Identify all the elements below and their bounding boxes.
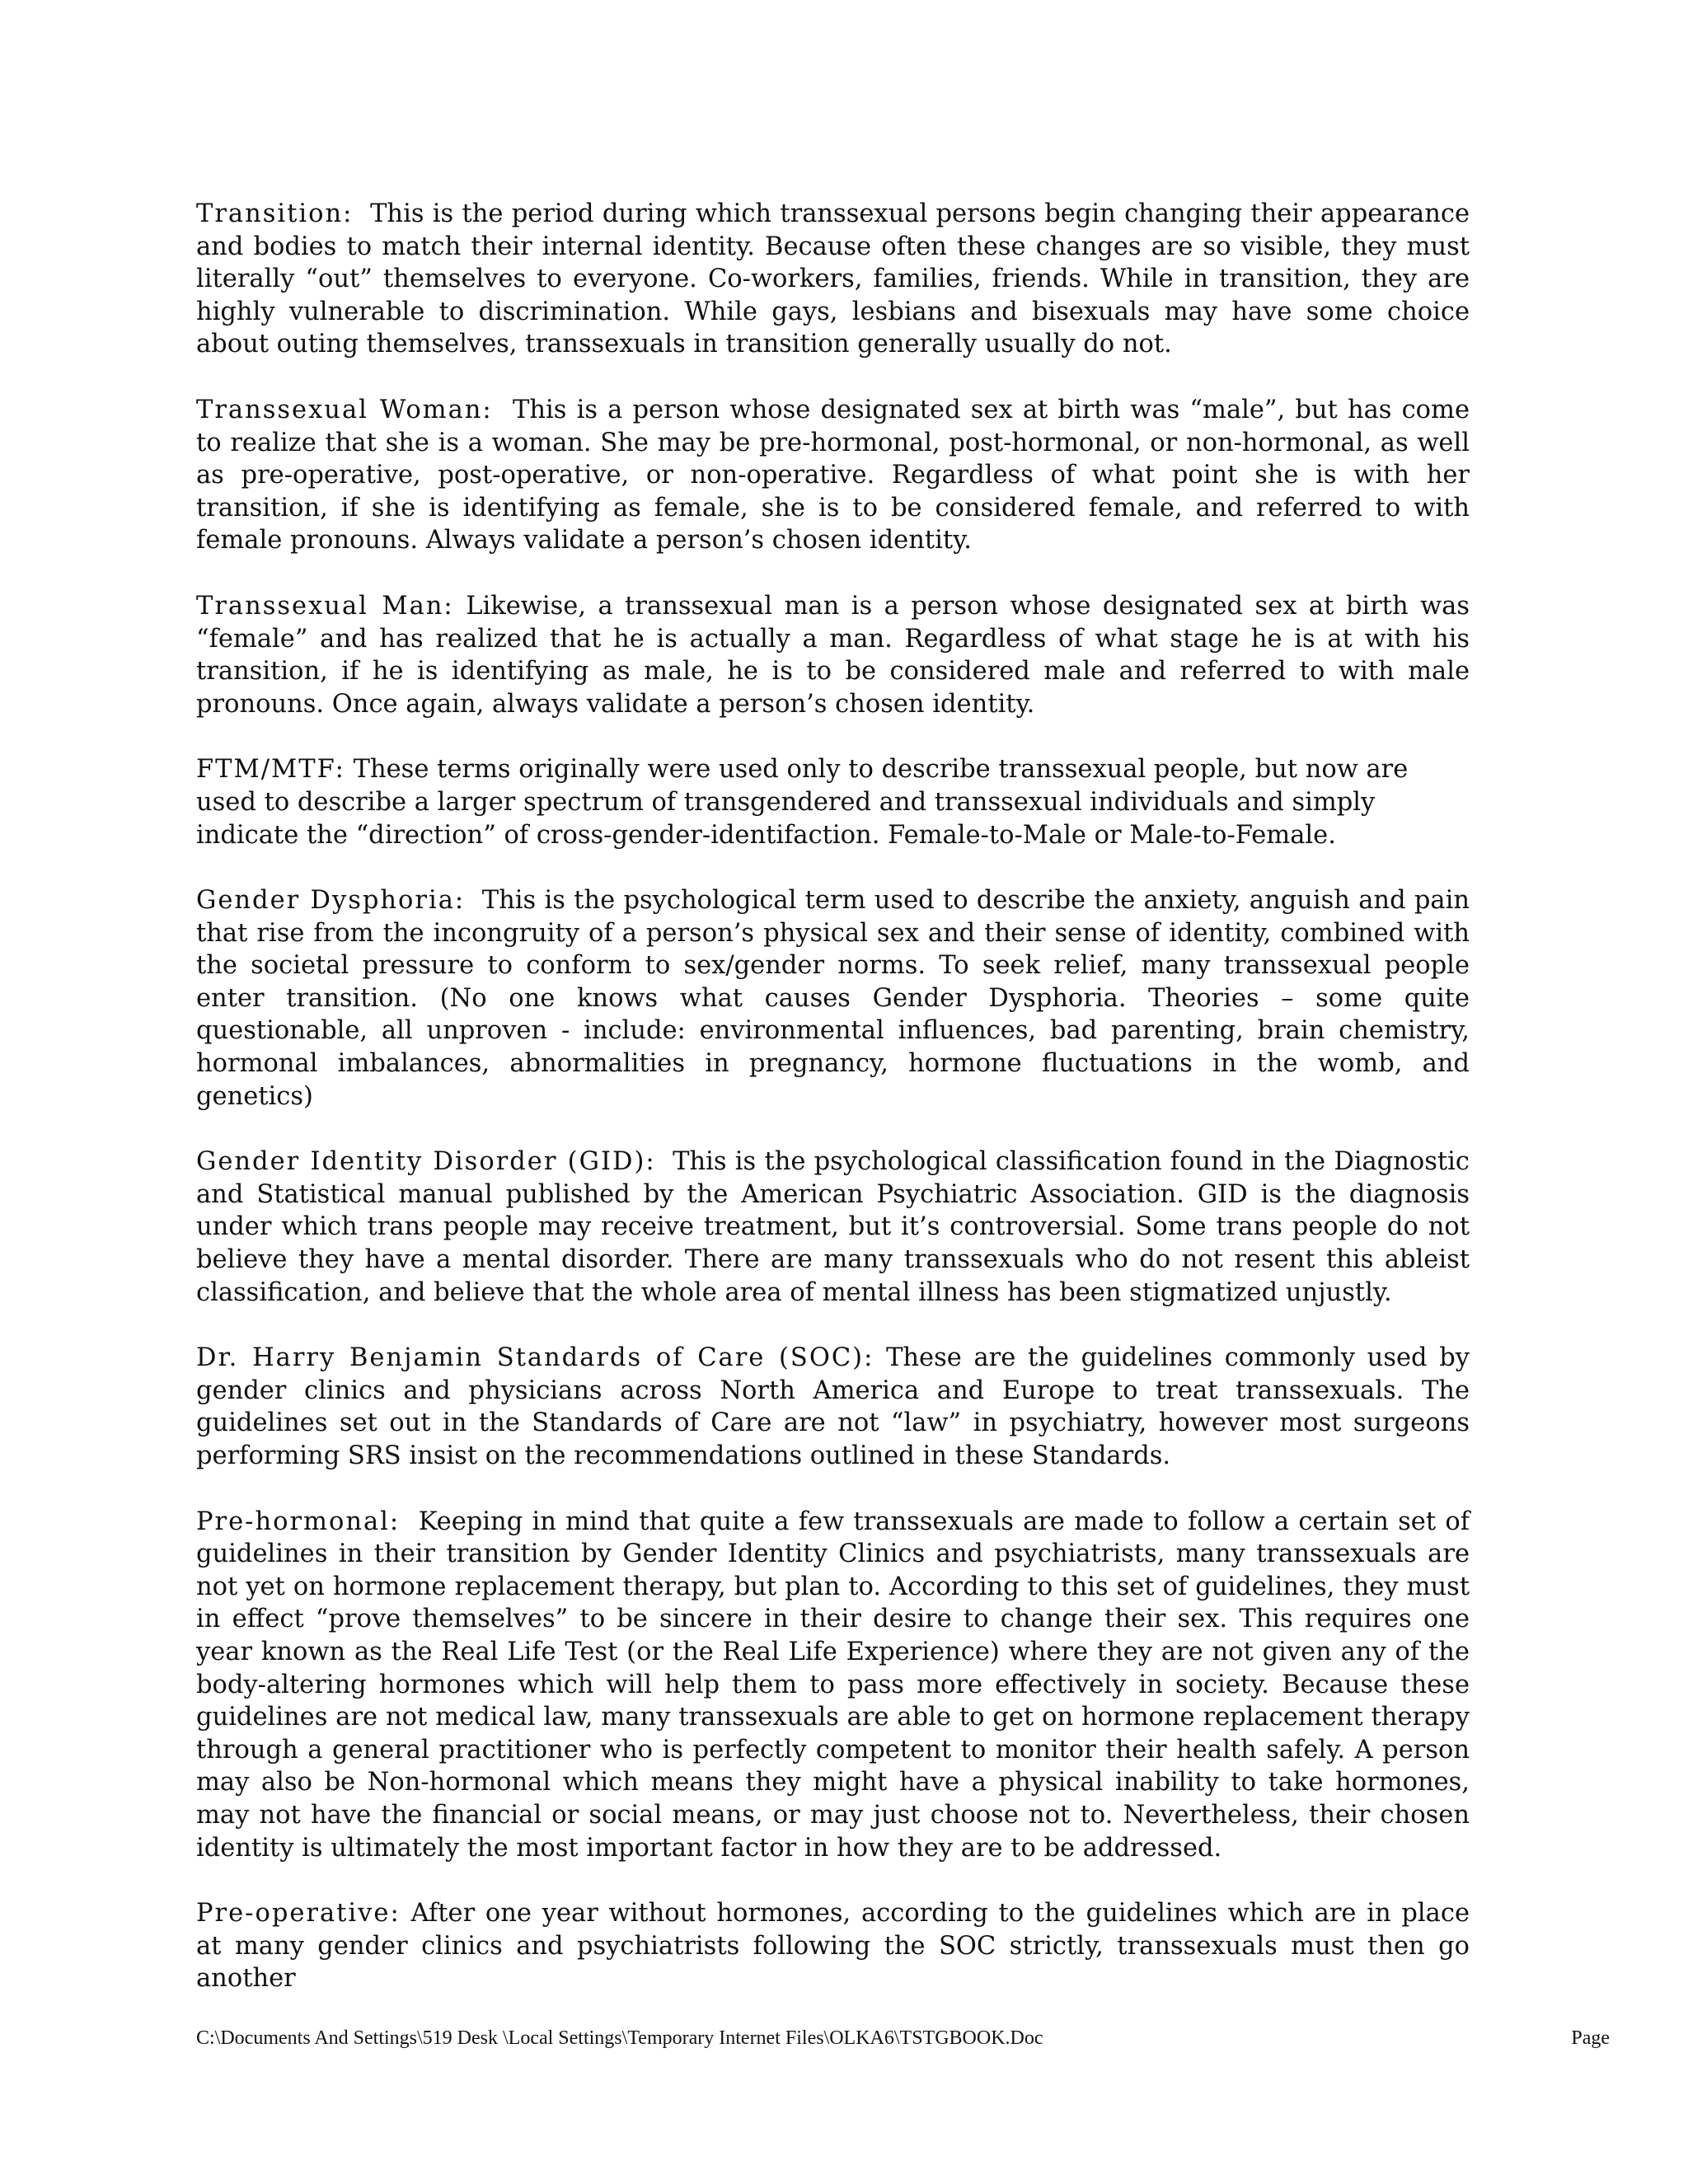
glossary-entry-pre-operative [196, 1897, 1470, 1995]
glossary-entry-soc [196, 1342, 1470, 1472]
entry-term: Pre-operative: [196, 1899, 401, 1929]
entry-term: Pre-hormonal: [196, 1507, 401, 1536]
entry-definition: These terms originally were used only to describe transsexual people, but now are used to describe a larger spectrum of transgendered and transsexual individuals and simply indicate the “direction” of cross-gender-identifaction. Female-to-Male or Male-to-Female. [196, 755, 1409, 850]
entry-definition: This is the period during which transsexual persons begin changing their appearance and bodies to match their internal identity. Because often these changes are so visible, they must literally “out” themselves to everyone. Co-workers, families, friends. While in transition, they are highly vulnerable to discrimination. While gays, lesbians and bisexuals may have some choice about outing themselves, transsexuals in transition generally usually do not. [196, 199, 1470, 359]
entry-term: Transition: [196, 199, 354, 228]
footer-page-label: Page [1571, 2027, 1610, 2049]
entry-term: FTM/MTF: [196, 755, 345, 785]
glossary-entry-gender-dysphoria [196, 884, 1470, 1113]
glossary-entry-transsexual-man [196, 590, 1470, 720]
entry-definition: Likewise, a transsexual man is a person whose designated sex at birth was “female” and has realized that he is actually a man. Regardless of what stage he is at with his transition, if he is identifying as male, he is to be considered male and referred to with male pronouns. Once again, always validate a person’s chosen identity. [196, 591, 1470, 719]
entry-term: Dr. Harry Benjamin Standards of Care (SOC): [196, 1343, 874, 1373]
entry-term: Gender Dysphoria: [196, 886, 466, 916]
entry-definition: These are the guidelines commonly used by gender clinics and physicians across North America and Europe to treat transsexuals. The guidelines set out in the Standards of Care are not “law” in psychiatry, however most surgeons performing SRS insist on the recommendations outlined in these Standards. [196, 1343, 1470, 1470]
glossary-entry-ftm-mtf [196, 753, 1470, 851]
glossary-entry-pre-hormonal [196, 1506, 1470, 1865]
entry-definition: After one year without hormones, according to the guidelines which are in place at many gender clinics and psychiatrists following the SOC strictly, transsexuals must then go another [196, 1899, 1470, 1994]
entry-term: Transsexual Woman: [196, 395, 493, 424]
entry-term: Transsexual Man: [196, 591, 454, 621]
entry-definition: Keeping in mind that quite a few transsexuals are made to follow a certain set of guidelines in their transition by Gender Identity Clinics and psychiatrists, many transsexuals are not yet on hormone replacement therapy, but plan to. According to this set of guidelines, they must in effect “prove themselves” to be sincere in their desire to change their sex. This requires one year known as the Real Life Test (or the Real Life Experience) where they are not given any of the body-altering hormones which will help them to pass more effectively in society. Because these guidelines are not medical law, many transsexuals are able to get on hormone replacement therapy through a general practitioner who is perfectly competent to monitor their health safely. A person may also be Non-hormonal which means they might have a physical inability to take hormones, may not have the financial or social means, or may just choose not to. Nevertheless, their chosen identity is ultimately the most important factor in how they are to be addressed. [196, 1507, 1470, 1863]
glossary-entry-gid [196, 1146, 1470, 1309]
entry-definition: This is the psychological classification found in the Diagnostic and Statistical manual published by the American Psychiatric Association. GID is the diagnosis under which trans people may receive treatment, but it’s controversial. Some trans people do not believe they have a mental disorder. There are many transsexuals who do not resent this ableist classification, and believe that the whole area of mental illness has been stigmatized unjustly. [196, 1147, 1470, 1307]
entry-term: Gender Identity Disorder (GID): [196, 1147, 656, 1177]
document-body [196, 198, 1470, 2028]
glossary-entry-transition [196, 198, 1470, 361]
glossary-entry-transsexual-woman [196, 394, 1470, 557]
footer-file-path: C:\Documents And Settings\519 Desk \Local Settings\Temporary Internet Files\OLKA6\TSTGBOOK.Doc [196, 2027, 1043, 2049]
entry-definition: This is the psychological term used to describe the anxiety, anguish and pain that rise from the incongruity of a person’s physical sex and their sense of identity, combined with the societal pressure to conform to sex/gender norms. To seek relief, many transsexual people enter transition. (No one knows what causes Gender Dysphoria. Theories – some quite questionable, all unproven - include: environmental influences, bad parenting, brain chemistry, hormonal imbalances, abnormalities in pregnancy, hormone fluctuations in the womb, and genetics) [196, 886, 1470, 1111]
entry-definition: This is a person whose designated sex at birth was “male”, but has come to realize that she is a woman. She may be pre-hormonal, post-hormonal, or non-hormonal, as well as pre-operative, post-operative, or non-operative. Regardless of what point she is with her transition, if she is identifying as female, she is to be considered female, and referred to with female pronouns. Always validate a person’s chosen identity. [196, 395, 1470, 555]
